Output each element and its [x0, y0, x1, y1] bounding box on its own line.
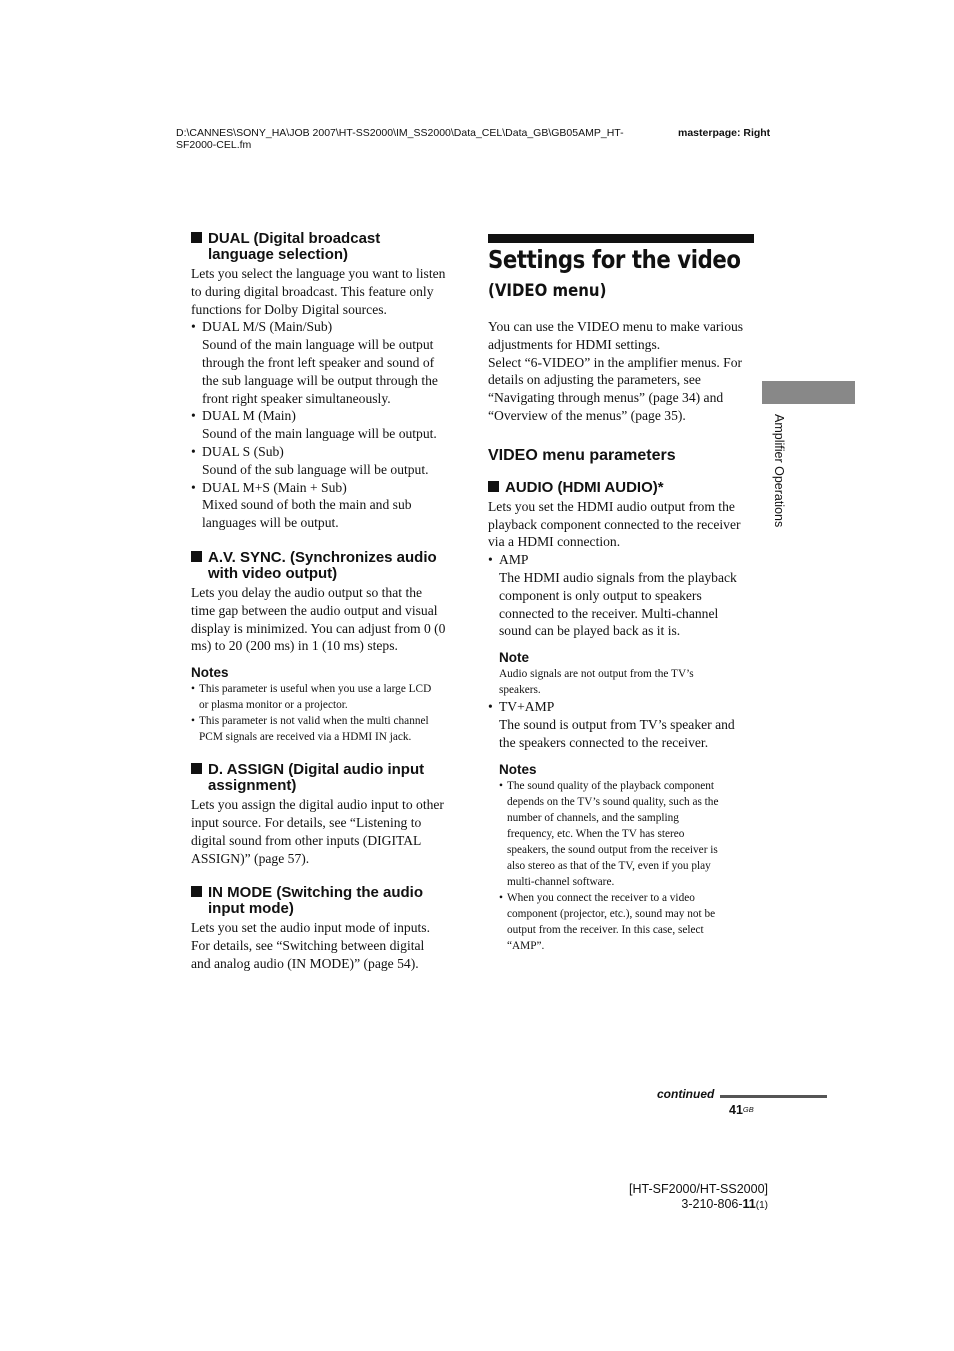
notes-title: Notes: [191, 665, 229, 681]
square-bullet-icon: [191, 763, 202, 774]
dassign-body: Lets you assign the digital audio input to other input source. For details, see “Listening to digital sound from other inputs (DIGITAL ASSIGN)” (page 57).: [191, 797, 444, 866]
inmode-heading: IN MODE (Switching the audio input mode): [191, 885, 461, 917]
file-path-line-2: SF2000-CEL.fm: [176, 139, 252, 151]
note-item: • This parameter is not valid when the multi channel PCM signals are received via a HDMI IN jack.: [191, 715, 429, 744]
section-tab: [762, 381, 855, 404]
masterpage-label: masterpage: Right: [678, 127, 771, 139]
list-item: • DUAL S (Sub) Sound of the sub language will be output.: [191, 443, 429, 477]
dual-intro: Lets you select the language you want to listen to during digital broadcast. This feature only functions for Dolby Digital sources.: [191, 266, 446, 317]
continued-rule: [720, 1095, 827, 1098]
file-path: [176, 127, 624, 151]
page-title: Settings for the video: [488, 245, 741, 274]
section-title: VIDEO menu parameters: [488, 446, 676, 464]
page-number: $41^{GB}$: [729, 1103, 754, 1117]
note-block: [488, 650, 756, 698]
right-column: [488, 318, 756, 954]
note-text: Audio signals are not output from the TV’s speakers.: [499, 668, 694, 697]
note-item: • This parameter is useful when you use a large LCD or plasma monitor or a projector.: [191, 683, 432, 712]
square-bullet-icon: [488, 481, 499, 492]
avsync-heading: A.V. SYNC. (Synchronizes audio with video output): [191, 550, 461, 582]
file-path-line-1: D:\CANNES\SONY_HA\JOB 2007\HT-SS2000\IM_SS2000\Data_CEL\Data_GB\GB05AMP_HT-: [176, 127, 624, 139]
dassign-heading: D. ASSIGN (Digital audio input assignment): [191, 762, 461, 794]
inmode-body: Lets you set the audio input mode of inputs. For details, see “Switching between digital and analog audio (IN MODE)” (page 54).: [191, 920, 430, 971]
video-intro: You can use the VIDEO menu to make various adjustments for HDMI settings. Select “6-VIDEO” in the amplifier menus. For details on adjusting the parameters, see “Navigating through menus” (page 34) and “Overview of the menus” (page 35).: [488, 319, 744, 423]
note-item: • The sound quality of the playback component depends on the TV’s sound quality, such as the number of channels, and the sampling frequency, etc. When the TV has stereo speakers, the sound output from the receiver is also stereo as that of the TV, even if you play multi-channel software.: [499, 779, 719, 888]
list-item: • DUAL M (Main) Sound of the main language will be output.: [191, 408, 437, 442]
dassign-section: [191, 762, 461, 867]
audio-intro: Lets you set the HDMI audio output from the playback component connected to the receiver via a HDMI connection.: [488, 498, 741, 550]
audio-heading: AUDIO (HDMI AUDIO)*: [488, 480, 756, 496]
square-bullet-icon: [191, 551, 202, 562]
page-subtitle: (VIDEO menu): [488, 281, 607, 301]
inmode-section: [191, 885, 461, 972]
section-tab-label: Amplifier Operations: [772, 414, 786, 528]
list-item: • TV+AMP The sound is output from TV’s speaker and the speakers connected to the receiver.: [488, 699, 735, 750]
note-item: • When you connect the receiver to a video component (projector, etc.), sound may not be output from the receiver. In this case, select “AMP”.: [499, 891, 716, 952]
notes-block: [488, 762, 756, 954]
list-item: • DUAL M+S (Main + Sub) Mixed sound of both the main and sub languages will be output.: [191, 479, 412, 531]
list-item: • DUAL M/S (Main/Sub) Sound of the main language will be output through the front left speaker and sound of the sub language will be output through the front right speaker simultaneously.: [191, 319, 438, 406]
avsync-section: [191, 550, 461, 745]
list-item: • AMP The HDMI audio signals from the playback component is only output to speakers connected to the receiver. Multi-channel sound can be played back as it is.: [488, 552, 737, 639]
model-info: [HT-SF2000/HT-SS2000] 3-210-806-11(1): [629, 1182, 768, 1211]
left-column: [191, 231, 461, 973]
square-bullet-icon: [191, 232, 202, 243]
title-rule: [488, 234, 754, 243]
avsync-body: Lets you delay the audio output so that the time gap between the audio output and visual display is minimized. You can adjust from 0 (0 ms) to 20 (200 ms) in 1 (10 ms) steps.: [191, 584, 446, 654]
continued-label: continued: [657, 1087, 715, 1101]
notes-title: Notes: [499, 761, 537, 777]
note-title: Note: [499, 650, 529, 666]
dual-heading: DUAL (Digital broadcast language selection): [191, 231, 461, 263]
dual-section: [191, 231, 461, 532]
square-bullet-icon: [191, 886, 202, 897]
